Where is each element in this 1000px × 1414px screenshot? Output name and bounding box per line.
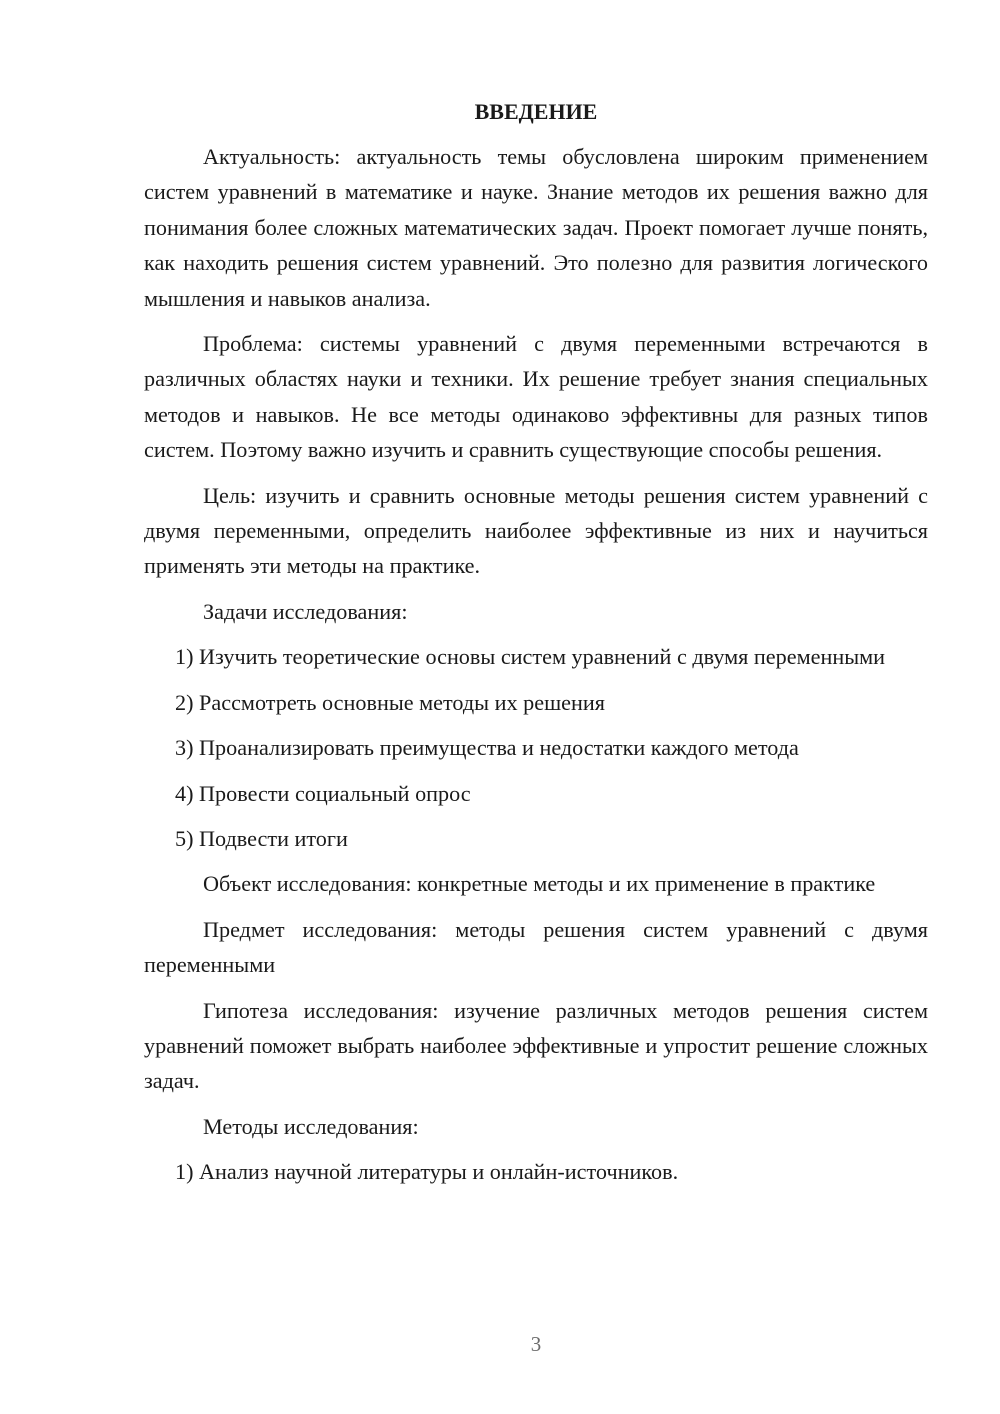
section-title: ВВЕДЕНИЕ xyxy=(474,99,598,124)
task-item-4: 4) Провести социальный опрос xyxy=(175,780,471,806)
task-item-5: 5) Подвести итоги xyxy=(175,825,348,851)
method-item-1: 1) Анализ научной литературы и онлайн-источников. xyxy=(175,1159,679,1185)
paragraph-problem: Проблема: системы уравнений с двумя переменными встречаются в различных областях науки и техники. Их решение требует знания специальных методов и навыков. Не все методы одинаково эффективны для разных типов систем. Поэтому важно изучить и сравнить существующие способы решения. xyxy=(144,331,928,463)
methods-heading: Методы исследования: xyxy=(203,1113,419,1139)
task-item-2: 2) Рассмотреть основные методы их решения xyxy=(175,689,605,715)
paragraph-subject: Предмет исследования: методы решения систем уравнений с двумя переменными xyxy=(144,916,928,978)
task-item-1: 1) Изучить теоретические основы систем уравнений с двумя переменными xyxy=(175,644,886,670)
page-content xyxy=(144,94,928,1200)
paragraph-goal: Цель: изучить и сравнить основные методы решения систем уравнений с двумя переменными, определить наиболее эффективные из них и научиться применять эти методы на практике. xyxy=(144,482,928,579)
paragraph-hypothesis: Гипотеза исследования: изучение различных методов решения систем уравнений поможет выбрать наиболее эффективные и упростит решение сложных задач. xyxy=(144,997,928,1094)
paragraph-relevance: Актуальность: актуальность темы обусловлена широким применением систем уравнений в математике и науке. Знание методов их решения важно для понимания более сложных математических задач. Проект помогает лучше понять, как находить решения систем уравнений. Это полезно для развития логического мышления и навыков анализа. xyxy=(144,144,928,311)
page-number: 3 xyxy=(530,1332,542,1356)
task-item-3: 3) Проанализировать преимущества и недостатки каждого метода xyxy=(175,735,799,761)
tasks-heading: Задачи исследования: xyxy=(203,598,408,624)
paragraph-object: Объект исследования: конкретные методы и их применение в практике xyxy=(203,871,876,897)
